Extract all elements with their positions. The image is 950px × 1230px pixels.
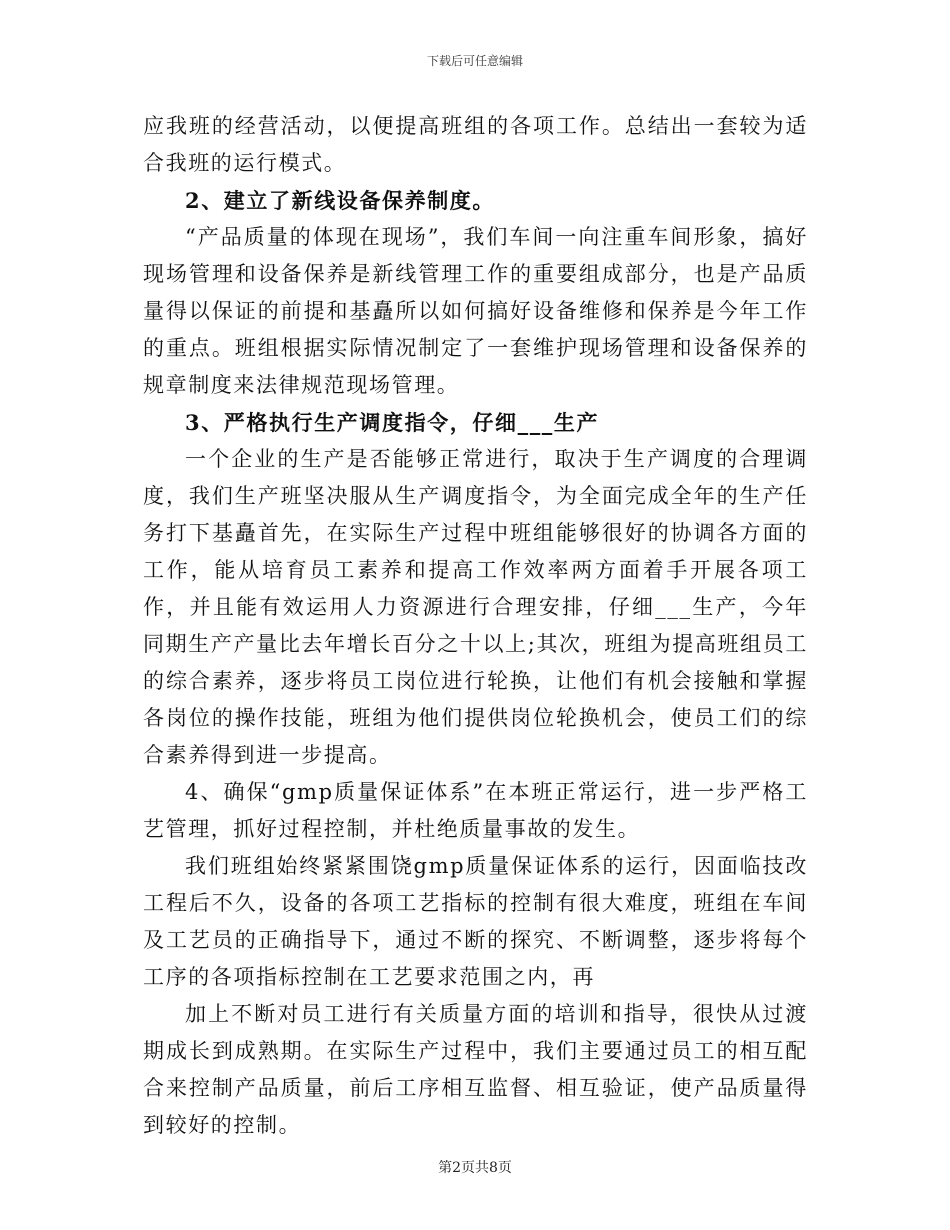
section-heading-2: 2、建立了新线设备保养制度。: [185, 188, 496, 213]
document-body: [143, 108, 808, 1144]
page-header: 下载后可任意编辑: [426, 54, 523, 68]
paragraph-training: 加上不断对员工进行有关质量方面的培训和指导，很快从过渡期成长到成熟期。在实际生产过程中，我们主要通过员工的相互配合来控制产品质量，前后工序相互监督、相互验证，使产品质量得到较好的控制。: [143, 1002, 808, 1137]
paragraph-production: 一个企业的生产是否能够正常进行，取决于生产调度的合理调度，我们生产班坚决服从生产调度指令，为全面完成全年的生产任务打下基矗首先，在实际生产过程中班组能够很好的协调各方面的工作，能从培育员工素养和提高工作效率两方面着手开展各项工作，并且能有效运用人力资源进行合理安排，仔细___生产，今年同期生产产量比去年增长百分之十以上;其次，班组为提高班组员工的综合素养，逐步将员工岗位进行轮换，让他们有机会接触和掌握各岗位的操作技能，班组为他们提供岗位轮换机会，使员工们的综合素养得到进一步提高。: [143, 447, 808, 767]
section-heading-3: 3、严格执行生产调度指令，仔细___生产: [185, 410, 600, 435]
paragraph-equipment: “产品质量的体现在现场”，我们车间一向注重车间形象，搞好现场管理和设备保养是新线管理工作的重要组成部分，也是产品质量得以保证的前提和基矗所以如何搞好设备维修和保养是今年工作的重点。班组根据实际情况制定了一套维护现场管理和设备保养的规章制度来法律规范现场管理。: [143, 225, 808, 397]
paragraph-continuation: 应我班的经营活动，以便提高班组的各项工作。总结出一套较为适合我班的运行模式。: [143, 114, 808, 175]
page-number: 第2页共8页: [438, 1160, 512, 1176]
paragraph-gmp: 我们班组始终紧紧围饶gmp质量保证体系的运行，因面临技改工程后不久，设备的各项工艺指标的控制有很大难度，班组在车间及工艺员的正确指导下，通过不断的探究、不断调整，逐步将每个工序的各项指标控制在工艺要求范围之内，再: [143, 854, 808, 989]
section-heading-4: 4、确保“gmp质量保证体系”在本班正常运行，进一步严格工艺管理，抓好过程控制，并杜绝质量事故的发生。: [143, 780, 808, 841]
